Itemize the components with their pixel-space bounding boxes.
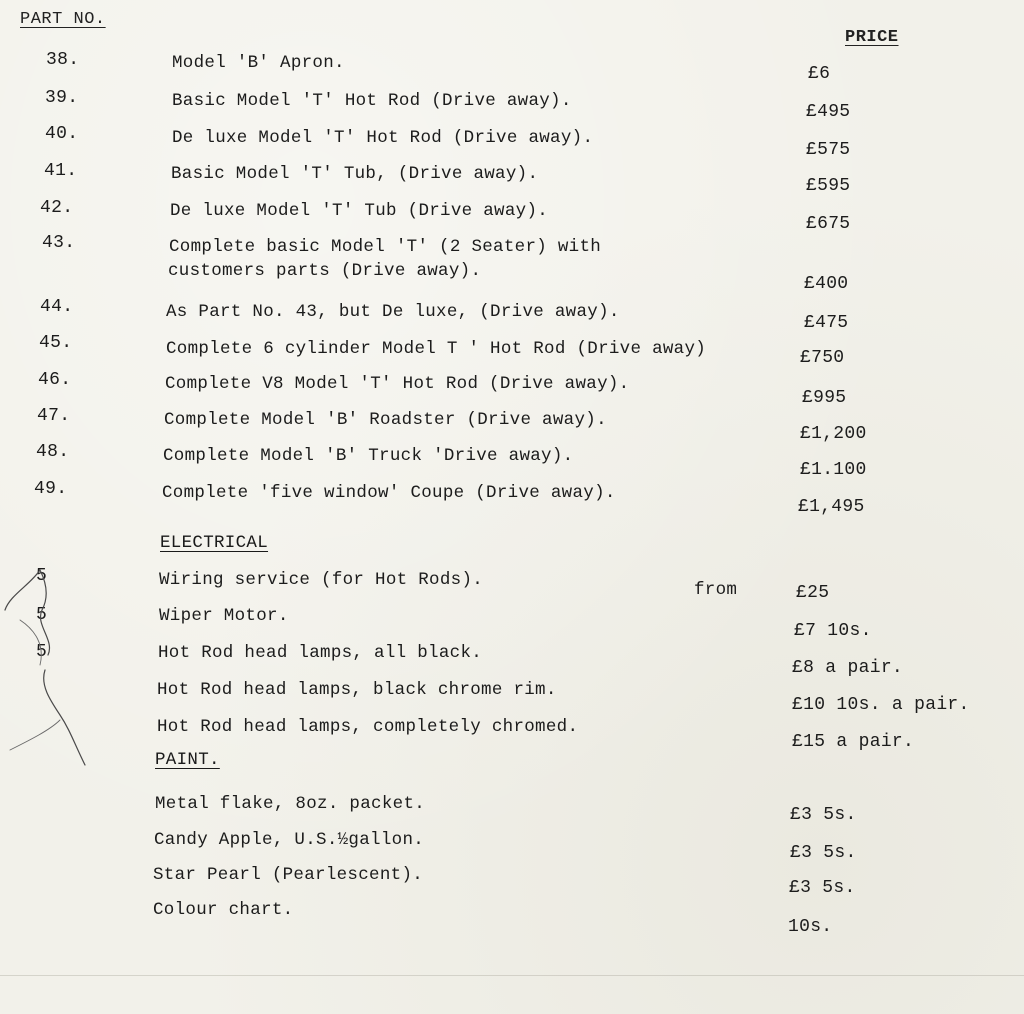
part-price: £475 xyxy=(804,313,849,333)
part-description: De luxe Model 'T' Hot Rod (Drive away). xyxy=(172,128,594,148)
paint-item-description: Candy Apple, U.S.½gallon. xyxy=(154,830,425,850)
paper-fold-line xyxy=(0,975,1024,976)
part-number: 38. xyxy=(46,50,80,70)
part-price: £495 xyxy=(806,102,851,122)
paint-item-description: Star Pearl (Pearlescent). xyxy=(153,865,424,885)
part-price: £595 xyxy=(806,176,851,196)
part-no-header: PART NO. xyxy=(20,10,106,29)
part-number: 44. xyxy=(40,297,74,317)
electrical-item-price: £25 xyxy=(796,583,830,603)
part-number: 5 xyxy=(36,605,48,625)
part-price: £995 xyxy=(802,388,847,408)
part-description: Complete Model 'B' Truck 'Drive away). xyxy=(163,446,574,466)
part-price: £400 xyxy=(804,274,849,294)
part-description: Basic Model 'T' Tub, (Drive away). xyxy=(171,164,539,184)
part-price: £1.100 xyxy=(800,460,867,480)
part-number: 41. xyxy=(44,161,78,181)
paint-item-price: 10s. xyxy=(788,917,833,937)
electrical-item-price: £7 10s. xyxy=(794,621,872,641)
paint-heading: PAINT. xyxy=(155,750,220,770)
paint-item-price: £3 5s. xyxy=(790,805,857,825)
part-description: Complete basic Model 'T' (2 Seater) with xyxy=(169,237,602,257)
part-number: 42. xyxy=(40,198,74,218)
part-description: Complete 'five window' Coupe (Drive away). xyxy=(162,483,616,503)
electrical-item-price: £10 10s. a pair. xyxy=(792,695,970,715)
part-price: £750 xyxy=(800,348,845,368)
part-description: As Part No. 43, but De luxe, (Drive away). xyxy=(166,302,620,322)
part-number: 5 xyxy=(36,642,48,662)
part-number: 48. xyxy=(36,442,70,462)
electrical-item-description: Hot Rod head lamps, all black. xyxy=(158,643,483,663)
part-price: £1,495 xyxy=(798,497,865,517)
price-qualifier: from xyxy=(694,580,738,600)
electrical-item-price: £15 a pair. xyxy=(792,732,915,752)
part-price: £6 xyxy=(808,64,831,84)
electrical-item-description: Hot Rod head lamps, completely chromed. xyxy=(157,717,579,737)
electrical-item-price: £8 a pair. xyxy=(792,658,904,678)
paint-item-price: £3 5s. xyxy=(789,878,856,898)
part-description-continued: customers parts (Drive away). xyxy=(168,261,482,281)
part-number: 49. xyxy=(34,479,68,499)
part-price: £1,200 xyxy=(800,424,867,444)
part-description: Complete V8 Model 'T' Hot Rod (Drive away). xyxy=(165,374,630,394)
part-price: £675 xyxy=(806,214,851,234)
part-number: 40. xyxy=(45,124,79,144)
part-number: 47. xyxy=(37,406,71,426)
electrical-heading: ELECTRICAL xyxy=(160,533,269,553)
price-header: PRICE xyxy=(845,28,899,47)
margin-scribble xyxy=(0,550,110,780)
part-number: 46. xyxy=(38,370,72,390)
electrical-item-description: Wiper Motor. xyxy=(159,606,289,626)
part-description: Complete 6 cylinder Model T ' Hot Rod (Drive away) xyxy=(166,339,707,359)
part-description: De luxe Model 'T' Tub (Drive away). xyxy=(170,201,549,221)
paint-item-description: Metal flake, 8oz. packet. xyxy=(155,794,426,814)
part-description: Complete Model 'B' Roadster (Drive away). xyxy=(164,410,607,430)
paint-item-description: Colour chart. xyxy=(153,900,294,920)
part-number: 43. xyxy=(42,233,76,253)
part-number: 5 xyxy=(36,566,48,586)
paint-item-price: £3 5s. xyxy=(790,843,857,863)
part-description: Model 'B' Apron. xyxy=(172,53,345,73)
part-price: £575 xyxy=(806,140,851,160)
part-number: 39. xyxy=(45,88,79,108)
part-description: Basic Model 'T' Hot Rod (Drive away). xyxy=(172,91,572,111)
electrical-item-description: Hot Rod head lamps, black chrome rim. xyxy=(157,680,557,700)
electrical-item-description: Wiring service (for Hot Rods). xyxy=(159,570,484,590)
part-number: 45. xyxy=(39,333,73,353)
